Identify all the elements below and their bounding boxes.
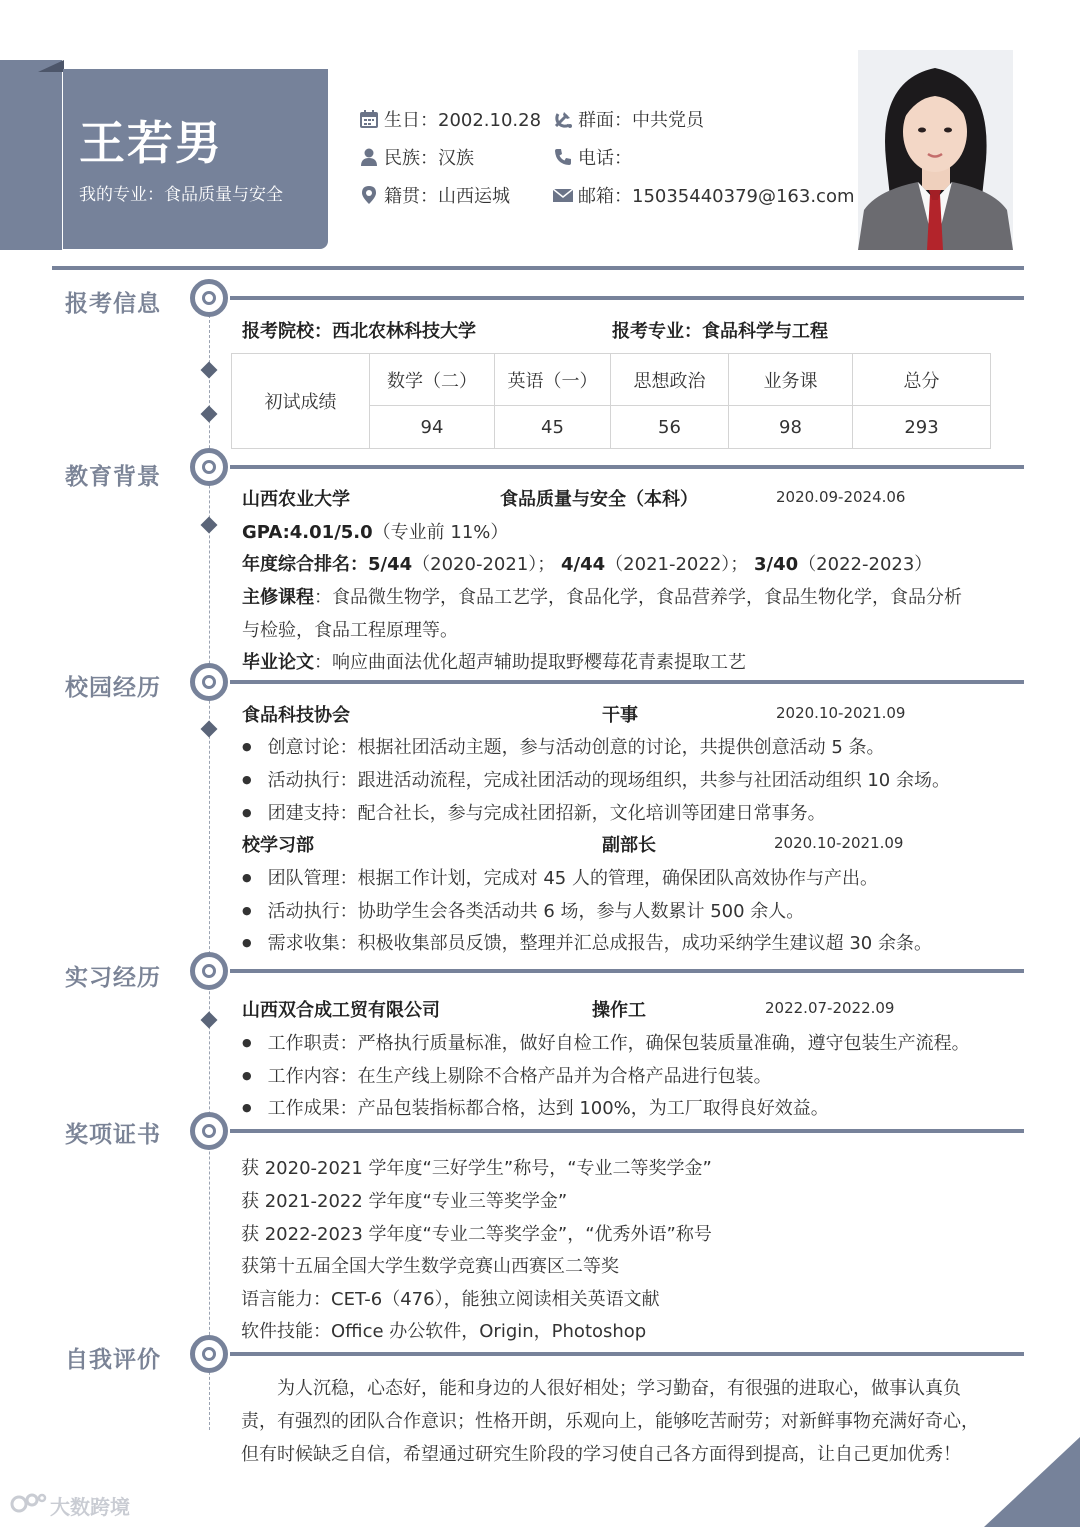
info-email	[552, 182, 855, 208]
campus-item: ● 团建支持：配合社长，参与完成社团招新，文化培训等团建日常事务。	[242, 799, 826, 825]
award-item: 软件技能：Office 办公软件，Origin，Photoshop	[241, 1321, 647, 1342]
info-birthday	[358, 106, 541, 132]
hometown-text: 籍贯：山西运城	[384, 186, 510, 207]
section-line	[230, 465, 1024, 469]
person-icon	[358, 146, 380, 168]
self-eval-line: 责，有强烈的团队合作意识；性格开朗，乐观向上，能够吃苦耐劳；对新鲜事物充满好奇心，	[241, 1411, 979, 1432]
info-phone	[552, 144, 632, 170]
section-line	[230, 1129, 1024, 1133]
edu-rank	[242, 550, 932, 576]
score-cell: 293	[853, 406, 991, 449]
candidate-name: 王若男	[79, 116, 223, 170]
campus-item: ● 活动执行：跟进活动流程，完成社团活动的现场组织，共参与社团活动组织 10 余场。	[242, 766, 950, 792]
section-ring	[190, 279, 228, 317]
award-item: 语言能力：CET-6（476），能独立阅读相关英语文献	[241, 1289, 660, 1310]
section-ring	[190, 1112, 228, 1150]
timeline-diamond	[201, 721, 218, 738]
rank-value: 4/44	[561, 554, 606, 575]
section-title-exam: 报考信息	[65, 291, 161, 317]
info-politics	[552, 106, 704, 132]
exam-major: 报考专业：食品科学与工程	[612, 321, 828, 342]
section-line	[230, 969, 1024, 973]
score-cell: 94	[370, 406, 495, 449]
award-item: 获 2022-2023 学年度“专业二等奖学金”，“优秀外语”称号	[241, 1224, 712, 1245]
score-cell: 45	[495, 406, 611, 449]
section-line	[230, 1352, 1024, 1356]
campus-org: 校学习部	[242, 835, 314, 856]
score-cell: 98	[729, 406, 853, 449]
campus-org: 食品科技协会	[242, 705, 350, 726]
section-line	[230, 296, 1024, 300]
campus-item: ● 创意讨论：根据社团活动主题，参与活动创意的讨论，共提供创意活动 5 条。	[242, 733, 885, 759]
party-emblem-icon	[552, 108, 574, 130]
campus-role: 干事	[602, 705, 638, 726]
email-text: 邮箱：15035440379@163.com	[578, 186, 855, 207]
score-header: 英语（一）	[495, 354, 611, 406]
section-title-education: 教育背景	[65, 464, 161, 490]
rank-year: （2021-2022）；	[605, 554, 749, 575]
thesis-label: 毕业论文	[242, 652, 314, 673]
phone-icon	[552, 146, 574, 168]
section-title-awards: 奖项证书	[65, 1122, 161, 1148]
calendar-icon	[358, 108, 380, 130]
score-table	[231, 353, 991, 449]
envelope-icon	[552, 184, 574, 206]
header-ribbon-fold	[38, 60, 64, 72]
gpa-label: GPA:4.01/5.0	[242, 522, 373, 543]
edu-thesis	[242, 648, 746, 674]
watermark-logo-icon	[10, 1490, 50, 1521]
intern-role: 操作工	[592, 1000, 646, 1021]
header-divider	[52, 266, 1024, 270]
edu-gpa	[242, 518, 508, 544]
header-ribbon	[0, 60, 62, 250]
edu-school: 山西农业大学	[242, 489, 350, 510]
campus-period: 2020.10-2021.09	[774, 834, 904, 852]
phone-text: 电话：	[578, 148, 632, 169]
timeline-diamond	[201, 406, 218, 423]
score-cell: 56	[611, 406, 729, 449]
info-hometown	[358, 182, 510, 208]
section-ring	[190, 663, 228, 701]
watermark	[10, 1490, 130, 1521]
score-row-label: 初试成绩	[232, 354, 370, 449]
section-title-campus: 校园经历	[65, 675, 161, 701]
rank-label: 年度综合排名：	[242, 554, 368, 575]
self-eval-line: 但有时候缺乏自信，希望通过研究生阶段的学习使自己各方面得到提高，让自己更加优秀！	[241, 1444, 961, 1465]
section-title-intern: 实习经历	[65, 965, 161, 991]
timeline-diamond	[201, 362, 218, 379]
intern-period: 2022.07-2022.09	[765, 999, 895, 1017]
score-header: 业务课	[729, 354, 853, 406]
candidate-major: 我的专业：食品质量与安全	[79, 185, 283, 205]
birthday-text: 生日：2002.10.28	[384, 110, 542, 131]
gpa-note: （专业前 11%）	[372, 522, 509, 543]
edu-period: 2020.09-2024.06	[776, 488, 906, 506]
watermark-text: 大数跨境	[50, 1495, 130, 1519]
campus-period: 2020.10-2021.09	[776, 704, 906, 722]
ethnicity-text: 民族：汉族	[384, 148, 474, 169]
rank-year: （2020-2021）；	[412, 554, 556, 575]
intern-item: ● 工作成果：产品包装指标都合格，达到 100%，为工厂取得良好效益。	[242, 1094, 829, 1120]
courses-text: ：食品微生物学，食品工艺学，食品化学，食品营养学，食品生物化学，食品分析	[314, 587, 962, 608]
exam-school: 报考院校：西北农林科技大学	[242, 321, 476, 342]
edu-major: 食品质量与安全（本科）	[500, 489, 698, 510]
section-ring	[190, 1335, 228, 1373]
award-item: 获第十五届全国大学生数学竞赛山西赛区二等奖	[241, 1256, 619, 1277]
section-ring	[190, 952, 228, 990]
corner-decoration	[984, 1437, 1080, 1527]
intern-item: ● 工作内容：在生产线上剔除不合格产品并为合格产品进行包装。	[242, 1062, 772, 1088]
rank-value: 5/44	[368, 554, 413, 575]
timeline-diamond	[201, 1012, 218, 1029]
courses-label: 主修课程	[242, 587, 314, 608]
edu-courses-cont: 与检验，食品工程原理等。	[242, 620, 458, 641]
award-item: 获 2021-2022 学年度“专业三等奖学金”	[241, 1191, 568, 1212]
section-line	[230, 680, 1024, 684]
edu-courses	[242, 583, 962, 609]
campus-item: ● 团队管理：根据工作计划，完成对 45 人的管理，确保团队高效协作与产出。	[242, 864, 878, 890]
score-header: 思想政治	[611, 354, 729, 406]
info-ethnicity	[358, 144, 474, 170]
campus-item: ● 活动执行：协助学生会各类活动共 6 场，参与人数累计 500 余人。	[242, 897, 804, 923]
campus-item: ● 需求收集：积极收集部员反馈，整理并汇总成报告，成功采纳学生建议超 30 余条。	[242, 929, 932, 955]
profile-photo	[858, 50, 1013, 250]
name-card	[63, 69, 328, 249]
award-item: 获 2020-2021 学年度“三好学生”称号，“专业二等奖学金”	[241, 1158, 712, 1179]
intern-item: ● 工作职责：严格执行质量标准，做好自检工作，确保包装质量准确，遵守包装生产流程。	[242, 1029, 970, 1055]
location-pin-icon	[358, 184, 380, 206]
section-title-self: 自我评价	[65, 1347, 161, 1373]
rank-year: （2022-2023）	[798, 554, 933, 575]
thesis-text: ：响应曲面法优化超声辅助提取野樱莓花青素提取工艺	[314, 652, 746, 673]
score-header: 总分	[853, 354, 991, 406]
timeline-diamond	[201, 517, 218, 534]
score-header: 数学（二）	[370, 354, 495, 406]
self-eval-line: 为人沉稳，心态好，能和身边的人很好相处；学习勤奋，有很强的进取心，做事认真负	[277, 1378, 961, 1399]
rank-value: 3/40	[754, 554, 799, 575]
section-ring	[190, 448, 228, 486]
politics-text: 群面：中共党员	[578, 110, 704, 131]
campus-role: 副部长	[602, 835, 656, 856]
intern-company: 山西双合成工贸有限公司	[242, 1000, 440, 1021]
